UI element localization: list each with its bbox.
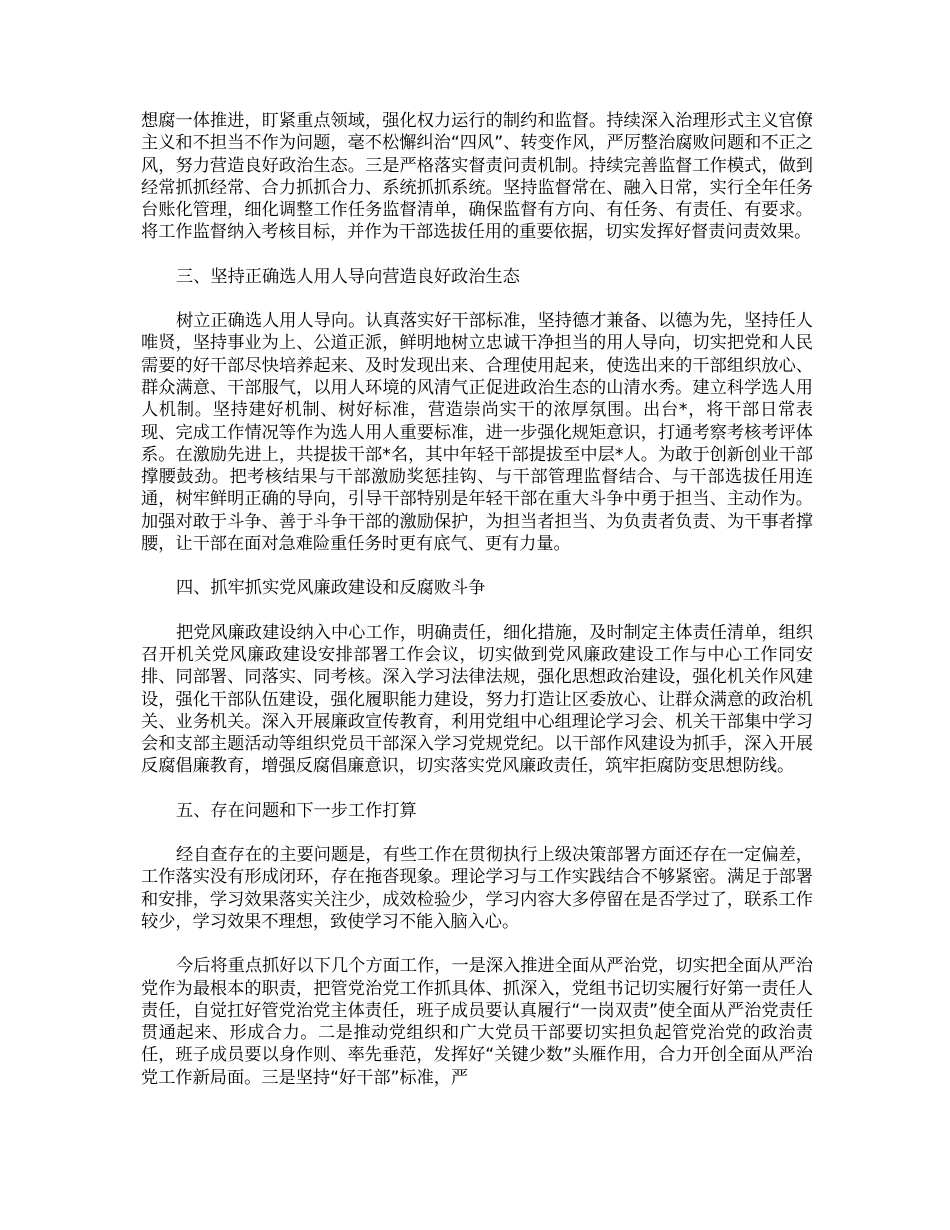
section-heading-4: 四、抓牢抓实党风廉政建设和反腐败斗争 xyxy=(176,578,486,599)
section-heading-3: 三、坚持正确选人用人导向营造良好政治生态 xyxy=(176,266,520,287)
paragraph-existing-problems: 经自查存在的主要问题是，有些工作在贯彻执行上级决策部署方面还存在一定偏差，工作落实没有形成闭环，存在拖沓现象。理论学习与工作实践结合不够紧密。满足于部署和安排，学习效果落实关注少，成效检验少，学习内容大多停留在是否学过了，联系工作较少，学习效果不理想，致使学习不能入脑入心。 xyxy=(141,845,813,932)
paragraph-next-steps: 今后将重点抓好以下几个方面工作，一是深入推进全面从严治党，切实把全面从严治党作为最根本的职责，把管党治党工作抓具体、抓深入，党组书记切实履行好第一责任人责任，自觉扛好管党治党主体责任，班子成员要认真履行“一岗双责”使全面从严治党责任贯通起来、形成合力。二是推动党组织和广大党员干部要切实担负起管党治党的政治责任，班子成员要以身作则、率先垂范，发挥好“关键少数”头雁作用，合力开创全面从严治党工作新局面。三是坚持“好干部”标准，严 xyxy=(141,956,813,1088)
paragraph-supervision-continued: 想腐一体推进，盯紧重点领域，强化权力运行的制约和监督。持续深入治理形式主义官僚主义和不担当不作为问题，毫不松懈纠治“四风”、转变作风，严厉整治腐败问题和不正之风，努力营造良好政治生态。三是严格落实督责问责机制。持续完善监督工作模式，做到经常抓抓经常、合力抓抓合力、系统抓抓系统。坚持监督常在、融入日常，实行全年任务台账化管理，细化调整工作任务监督清单，确保监督有方向、有任务、有责任、有要求。将工作监督纳入考核目标，并作为干部选拔任用的重要依据，切实发挥好督责问责效果。 xyxy=(141,111,813,243)
document-page xyxy=(141,110,813,1089)
paragraph-integrity-building: 把党风廉政建设纳入中心工作，明确责任，细化措施，及时制定主体责任清单，组织召开机关党风廉政建设安排部署工作会议，切实做到党风廉政建设工作与中心工作同安排、同部署、同落实、同考核。深入学习法律法规，强化思想政治建设，强化机关作风建设，强化干部队伍建设，强化履职能力建设，努力打造让区委放心、让群众满意的政治机关、业务机关。深入开展廉政宣传教育，利用党组中心组理论学习会、机关干部集中学习会和支部主题活动等组织党员干部深入学习党规党纪。以干部作风建设为抓手，深入开展反腐倡廉教育，增强反腐倡廉意识，切实落实党风廉政责任，筑牢拒腐防变思想防线。 xyxy=(141,622,813,777)
section-heading-5: 五、存在问题和下一步工作打算 xyxy=(176,800,417,821)
paragraph-cadre-selection: 树立正确选人用人导向。认真落实好干部标准，坚持德才兼备、以德为先，坚持任人唯贤，坚持事业为上、公道正派，鲜明地树立忠诚干净担当的用人导向，切实把党和人民需要的好干部尽快培养起来、及时发现出来、合理使用起来，使选出来的干部组织放心、群众满意、干部服气，以用人环境的风清气正促进政治生态的山清水秀。建立科学选人用人机制。坚持建好机制、树好标准，营造崇尚实干的浓厚氛围。出台*，将干部日常表现、完成工作情况等作为选人用人重要标准，进一步强化规矩意识，打通考察考核考评体系。在激励先进上，共提拔干部*名，其中年轻干部提拔至中层*人。为敢于创新创业干部撑腰鼓劲。把考核结果与干部激励奖惩挂钩、与干部管理监督结合、与干部选拔任用连通，树牢鲜明正确的导向，引导干部特别是年轻干部在重大斗争中勇于担当、主动作为。加强对敢于斗争、善于斗争干部的激励保护，为担当者担当、为负责者负责、为干事者撑腰，让干部在面对急难险重任务时更有底气、更有力量。 xyxy=(141,311,813,555)
